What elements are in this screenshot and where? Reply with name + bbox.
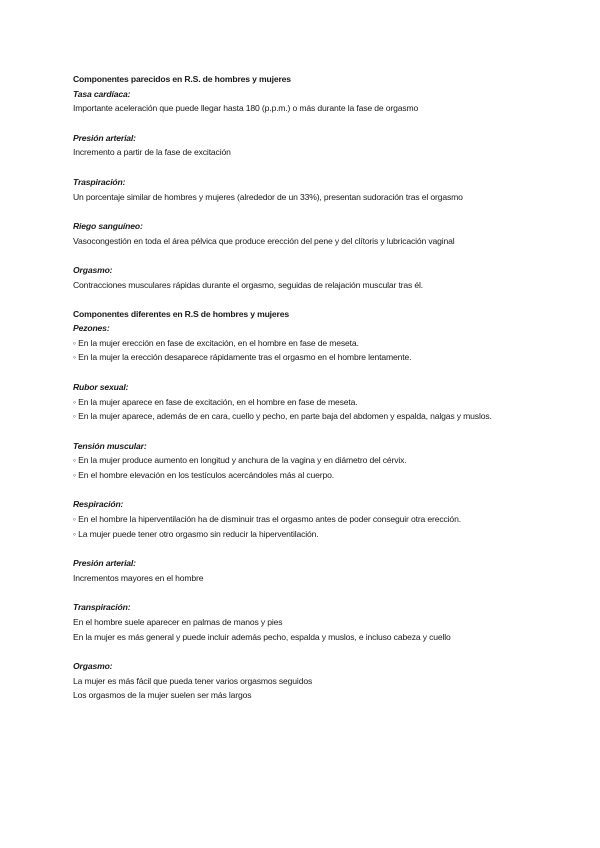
block-label: Presión arterial:: [73, 558, 136, 569]
block-label: Rubor sexual:: [73, 381, 129, 392]
content-block: [73, 497, 531, 541]
content-block: [73, 659, 531, 703]
block-label: Traspiración:: [73, 176, 126, 187]
block-line: ◦ En la mujer erección en fase de excitación, en el hombre en fase de meseta.: [73, 337, 359, 348]
content-block: [73, 380, 531, 424]
block-line: Vasocongestión en toda el área pélvica que produce erección del pene y del clítoris y lubricación vaginal: [73, 235, 455, 246]
content-block: [73, 556, 531, 585]
block-line: En el hombre suele aparecer en palmas de manos y pies: [73, 617, 283, 628]
document-content: [73, 72, 531, 703]
spacer: [73, 204, 531, 219]
block-line: Incremento a partir de la fase de excitación: [73, 147, 231, 158]
content-block: [73, 321, 531, 365]
block-line: ◦ En el hombre elevación en los testículos acercándoles más al cuerpo.: [73, 469, 335, 480]
content-block: [73, 263, 531, 292]
block-line: ◦ En la mujer la erección desaparece rápidamente tras el orgasmo en el hombre lentamente.: [73, 352, 412, 363]
block-label: Orgasmo:: [73, 265, 113, 276]
block-line: Un porcentaje similar de hombres y mujeres (alrededor de un 33%), presentan sudoración tras el orgasmo: [73, 191, 463, 202]
spacer: [73, 116, 531, 131]
block-label: Tasa cardíaca:: [73, 88, 131, 99]
content-block: [73, 131, 531, 160]
block-line: ◦ En la mujer aparece, además de en cara, cuello y pecho, en parte baja del abdomen y espalda, nalgas y muslos.: [73, 411, 492, 422]
block-label: Riego sanguíneo:: [73, 221, 143, 232]
content-block: [73, 87, 531, 116]
block-line: ◦ En el hombre la hiperventilación ha de disminuir tras el orgasmo antes de poder conseguir otra erección.: [73, 514, 461, 525]
block-label: Respiración:: [73, 499, 124, 510]
section-title: Componentes parecidos en R.S. de hombres y mujeres: [73, 74, 291, 84]
block-line: Incrementos mayores en el hombre: [73, 572, 204, 583]
block-line: Contracciones musculares rápidas durante el orgasmo, seguidas de relajación muscular tras él.: [73, 279, 424, 290]
content-block: [73, 175, 531, 204]
block-line: ◦ En la mujer produce aumento en longitud y anchura de la vagina y en diámetro del cérvix.: [73, 455, 407, 466]
block-line: En la mujer es más general y puede incluir además pecho, espalda y muslos, e incluso cabeza y cuello: [73, 631, 451, 642]
block-label: Pezones:: [73, 323, 110, 334]
block-line: ◦ La mujer puede tener otro orgasmo sin reducir la hiperventilación.: [73, 528, 319, 539]
spacer: [73, 160, 531, 175]
block-line: ◦ En la mujer aparece en fase de excitación, en el hombre en fase de meseta.: [73, 396, 358, 407]
block-label: Presión arterial:: [73, 132, 136, 143]
section-spacer: [73, 293, 531, 307]
content-block: [73, 600, 531, 644]
spacer: [73, 541, 531, 556]
spacer: [73, 585, 531, 600]
content-block: [73, 219, 531, 248]
spacer: [73, 248, 531, 263]
block-line: Importante aceleración que puede llegar hasta 180 (p.p.m.) o más durante la fase de orgasmo: [73, 103, 419, 114]
block-line: La mujer es más fácil que pueda tener varios orgasmos seguidos: [73, 675, 313, 686]
spacer: [73, 424, 531, 439]
block-label: Orgasmo:: [73, 661, 113, 672]
content-block: [73, 439, 531, 483]
spacer: [73, 482, 531, 497]
spacer: [73, 365, 531, 380]
spacer: [73, 644, 531, 659]
block-line: Los orgasmos de la mujer suelen ser más largos: [73, 690, 252, 701]
block-label: Transpiración:: [73, 602, 131, 613]
block-label: Tensión muscular:: [73, 440, 147, 451]
section-title: Componentes diferentes en R.S de hombres y mujeres: [73, 308, 289, 319]
